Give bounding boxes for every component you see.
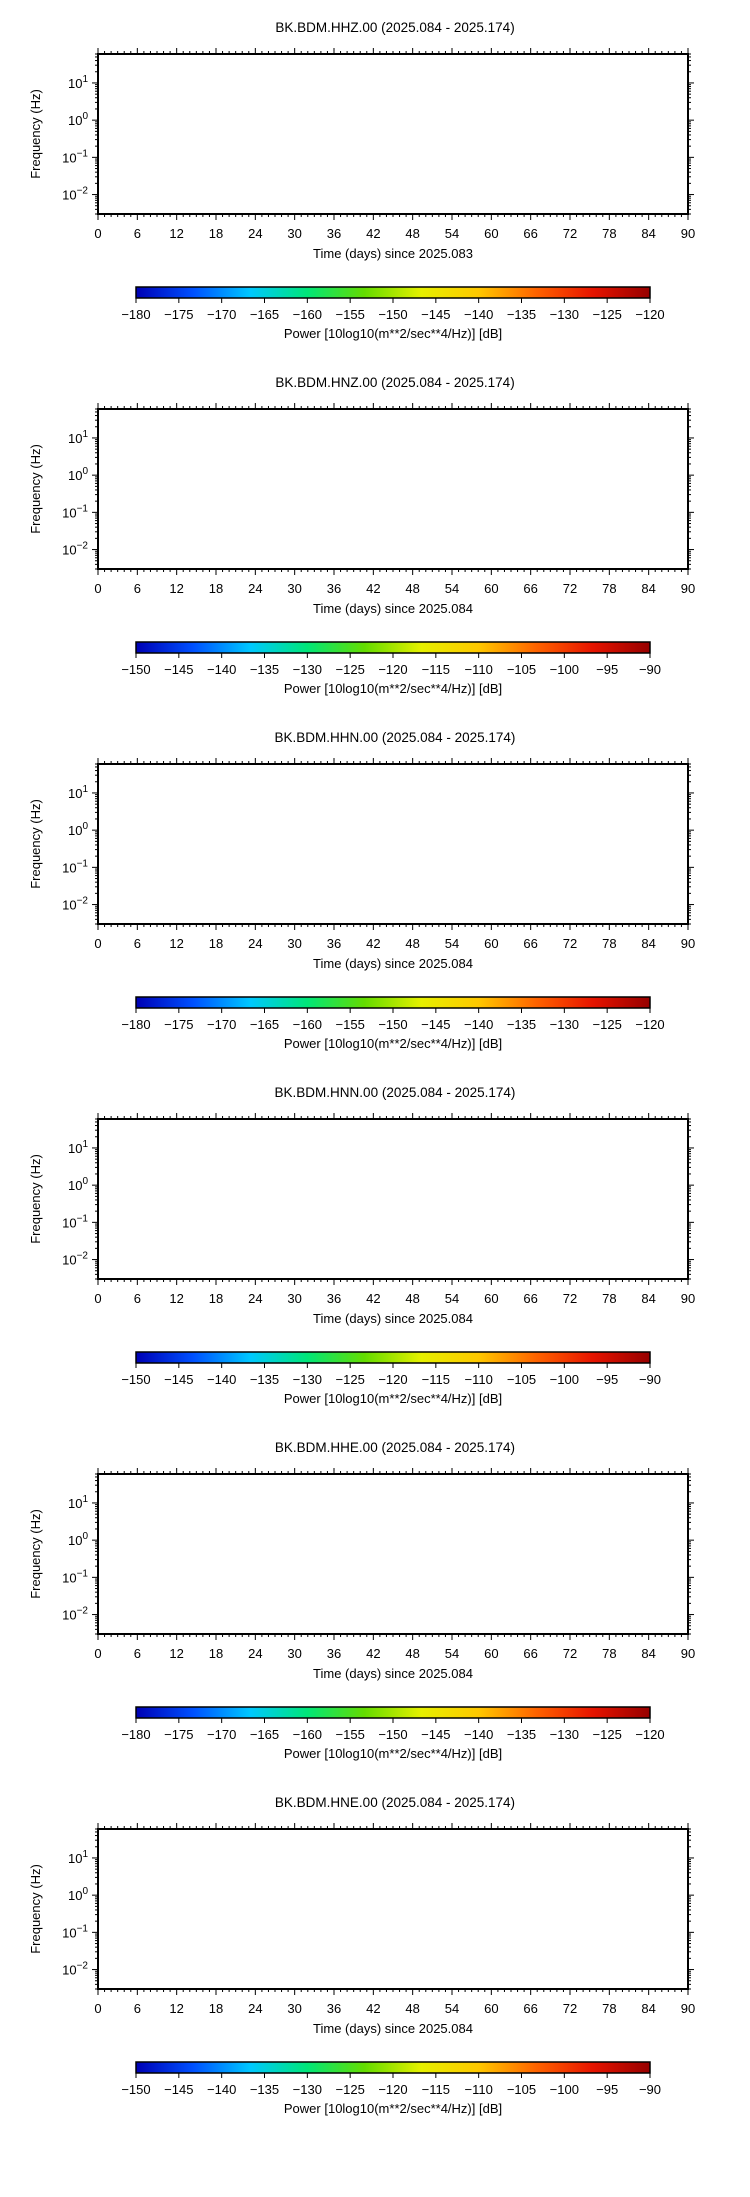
- colorbar-tick-label: −150: [121, 2082, 151, 2097]
- y-tick-base: 10: [62, 505, 77, 521]
- y-tick-base: 10: [67, 1140, 83, 1156]
- y-tick-exponent: −1: [76, 148, 88, 160]
- colorbar: [136, 997, 650, 1008]
- y-tick-base: 10: [62, 150, 77, 166]
- spectrogram-chart: [0, 0, 750, 355]
- x-tick-label: 0: [94, 1291, 102, 1306]
- x-tick-label: 72: [562, 1291, 578, 1306]
- colorbar-tick-label: −130: [292, 1372, 322, 1387]
- x-tick-label: 42: [366, 226, 381, 241]
- x-tick-label: 78: [602, 936, 617, 951]
- y-tick-label: [62, 1606, 88, 1623]
- x-tick-label: 84: [641, 226, 656, 241]
- colorbar-tick-label: −115: [421, 662, 450, 677]
- colorbar-tick-label: −165: [249, 307, 280, 322]
- y-tick-label: [68, 1886, 88, 1903]
- x-tick-label: 36: [326, 226, 342, 241]
- y-tick-exponent: 0: [82, 466, 88, 478]
- colorbar-tick-label: −155: [335, 1017, 365, 1032]
- y-tick-label: [62, 1213, 88, 1230]
- y-tick-base: 10: [62, 1570, 77, 1586]
- x-tick-label: 18: [208, 2001, 224, 2016]
- colorbar-tick-label: −125: [592, 1017, 622, 1032]
- colorbar-tick-label: −160: [292, 1017, 322, 1032]
- colorbar-label: Power [10log10(m**2/sec**4/Hz)] [dB]: [283, 1746, 503, 1761]
- colorbar-tick-label: −130: [549, 307, 579, 322]
- x-axis-label: Time (days) since 2025.084: [313, 2021, 473, 2036]
- colorbar-tick-label: −95: [596, 1372, 619, 1387]
- y-axis-label: Frequency (Hz): [28, 1864, 43, 1954]
- colorbar-tick-label: −130: [292, 2082, 322, 2097]
- x-tick-label: 72: [562, 581, 578, 596]
- x-tick-label: 60: [484, 2001, 499, 2016]
- x-tick-label: 42: [366, 581, 381, 596]
- x-tick-label: 42: [366, 1646, 381, 1661]
- spectrogram-panel: [0, 0, 750, 355]
- spectrogram-chart: [0, 355, 750, 710]
- x-tick-label: 36: [326, 1291, 342, 1306]
- x-tick-label: 18: [208, 1291, 224, 1306]
- x-tick-label: 30: [287, 1646, 302, 1661]
- y-tick-exponent: 1: [82, 73, 88, 85]
- x-tick-label: 42: [366, 936, 381, 951]
- x-tick-label: 66: [523, 1646, 538, 1661]
- y-tick-exponent: 0: [82, 1886, 88, 1898]
- colorbar-tick-label: −145: [164, 2082, 194, 2097]
- x-tick-label: 66: [523, 936, 538, 951]
- y-tick-label: [62, 858, 88, 875]
- colorbar-tick-label: −145: [164, 1372, 194, 1387]
- colorbar-tick-label: −140: [207, 2082, 237, 2097]
- colorbar-tick-label: −90: [638, 662, 662, 677]
- y-tick-label: [62, 148, 88, 165]
- chart-title: BK.BDM.HNN.00 (2025.084 - 2025.174): [274, 1085, 516, 1100]
- y-tick-base: 10: [67, 1888, 83, 1904]
- colorbar-tick-label: −180: [121, 307, 151, 322]
- colorbar-tick-label: −150: [378, 1017, 408, 1032]
- colorbar-tick-label: −165: [249, 1727, 280, 1742]
- x-tick-label: 54: [444, 226, 460, 241]
- x-tick-label: 30: [287, 936, 302, 951]
- plot-area: [98, 764, 688, 924]
- y-tick-label: [68, 784, 88, 801]
- y-tick-exponent: −2: [76, 1250, 88, 1262]
- y-tick-base: 10: [62, 860, 77, 876]
- colorbar-tick-label: −170: [207, 307, 237, 322]
- x-tick-label: 18: [208, 1646, 224, 1661]
- spectrogram-panel: [0, 710, 750, 1065]
- x-axis-label: Time (days) since 2025.084: [313, 956, 473, 971]
- colorbar-tick-label: −160: [292, 307, 322, 322]
- y-axis-label: Frequency (Hz): [28, 1509, 43, 1599]
- y-tick-base: 10: [62, 542, 77, 558]
- chart-title: BK.BDM.HHE.00 (2025.084 - 2025.174): [274, 1440, 516, 1455]
- x-tick-label: 36: [326, 1646, 342, 1661]
- x-tick-label: 90: [680, 1291, 696, 1306]
- colorbar-tick-label: −135: [249, 1372, 280, 1387]
- colorbar-tick-label: −125: [335, 2082, 365, 2097]
- x-tick-label: 72: [562, 2001, 578, 2016]
- colorbar-tick-label: −140: [207, 662, 237, 677]
- colorbar-tick-label: −150: [378, 307, 408, 322]
- colorbar-tick-label: −135: [249, 662, 280, 677]
- x-tick-label: 90: [680, 2001, 696, 2016]
- colorbar: [136, 642, 650, 653]
- y-tick-base: 10: [67, 823, 83, 839]
- colorbar-tick-label: −100: [549, 2082, 579, 2097]
- x-tick-label: 90: [680, 226, 696, 241]
- x-tick-label: 84: [641, 1291, 656, 1306]
- colorbar-tick-label: −130: [549, 1727, 579, 1742]
- colorbar: [136, 2062, 650, 2073]
- x-tick-label: 12: [169, 226, 184, 241]
- y-tick-base: 10: [67, 113, 83, 129]
- y-tick-exponent: −2: [76, 185, 88, 197]
- x-tick-label: 66: [523, 1291, 538, 1306]
- y-axis-label: Frequency (Hz): [28, 89, 43, 179]
- chart-title: BK.BDM.HHZ.00 (2025.084 - 2025.174): [275, 20, 515, 35]
- x-tick-label: 78: [602, 581, 617, 596]
- colorbar-tick-label: −145: [421, 307, 451, 322]
- y-tick-label: [62, 1251, 88, 1268]
- y-tick-label: [68, 429, 88, 446]
- x-tick-label: 24: [248, 226, 263, 241]
- colorbar-tick-label: −170: [207, 1727, 237, 1742]
- y-tick-label: [62, 1568, 88, 1585]
- x-tick-label: 54: [444, 1291, 460, 1306]
- y-tick-exponent: 1: [82, 783, 88, 795]
- x-tick-label: 6: [133, 1291, 141, 1306]
- x-tick-label: 78: [602, 1291, 617, 1306]
- colorbar-tick-label: −140: [464, 1017, 494, 1032]
- y-tick-exponent: 0: [82, 821, 88, 833]
- colorbar-tick-label: −110: [464, 2082, 493, 2097]
- plot-area: [98, 54, 688, 214]
- x-tick-label: 90: [680, 936, 696, 951]
- x-tick-label: 0: [94, 1646, 102, 1661]
- x-tick-label: 48: [405, 1291, 420, 1306]
- colorbar-tick-label: −95: [596, 662, 619, 677]
- colorbar-tick-label: −135: [249, 2082, 280, 2097]
- x-tick-label: 84: [641, 2001, 656, 2016]
- y-tick-label: [62, 896, 88, 913]
- y-tick-base: 10: [62, 1962, 77, 1978]
- y-tick-base: 10: [67, 785, 83, 801]
- x-tick-label: 90: [680, 1646, 696, 1661]
- x-tick-label: 18: [208, 936, 224, 951]
- colorbar-tick-label: −135: [506, 307, 537, 322]
- y-tick-base: 10: [62, 1925, 77, 1941]
- spectrogram-panel: [0, 1065, 750, 1420]
- x-tick-label: 30: [287, 226, 302, 241]
- x-tick-label: 24: [248, 2001, 263, 2016]
- colorbar-tick-label: −130: [549, 1017, 579, 1032]
- colorbar-tick-label: −90: [638, 2082, 662, 2097]
- x-tick-label: 30: [287, 2001, 302, 2016]
- x-tick-label: 30: [287, 1291, 302, 1306]
- plot-area: [98, 1119, 688, 1279]
- colorbar-label: Power [10log10(m**2/sec**4/Hz)] [dB]: [283, 681, 503, 696]
- x-tick-label: 48: [405, 936, 420, 951]
- plot-area: [98, 1829, 688, 1989]
- y-tick-exponent: 0: [82, 111, 88, 123]
- y-tick-base: 10: [67, 75, 83, 91]
- x-tick-label: 54: [444, 1646, 460, 1661]
- x-axis-label: Time (days) since 2025.083: [313, 246, 473, 261]
- colorbar-tick-label: −90: [638, 1372, 662, 1387]
- x-tick-label: 0: [94, 936, 102, 951]
- x-axis-label: Time (days) since 2025.084: [313, 1311, 473, 1326]
- y-tick-label: [68, 1531, 88, 1548]
- x-tick-label: 78: [602, 1646, 617, 1661]
- spectrogram-chart: [0, 710, 750, 1065]
- y-tick-base: 10: [67, 1178, 83, 1194]
- colorbar-tick-label: −150: [378, 1727, 408, 1742]
- x-tick-label: 0: [94, 2001, 102, 2016]
- x-tick-label: 60: [484, 226, 499, 241]
- x-tick-label: 0: [94, 226, 102, 241]
- x-tick-label: 30: [287, 581, 302, 596]
- y-tick-exponent: −1: [76, 858, 88, 870]
- y-tick-base: 10: [67, 1495, 83, 1511]
- x-tick-label: 12: [169, 936, 184, 951]
- x-tick-label: 18: [208, 226, 224, 241]
- colorbar-tick-label: −120: [635, 307, 665, 322]
- x-tick-label: 84: [641, 1646, 656, 1661]
- plot-area: [98, 409, 688, 569]
- x-tick-label: 48: [405, 226, 420, 241]
- colorbar-tick-label: −105: [506, 1372, 537, 1387]
- x-tick-label: 54: [444, 936, 460, 951]
- colorbar-tick-label: −135: [506, 1017, 537, 1032]
- colorbar-tick-label: −180: [121, 1017, 151, 1032]
- colorbar-tick-label: −155: [335, 1727, 365, 1742]
- colorbar-tick-label: −105: [506, 2082, 537, 2097]
- y-tick-label: [68, 1176, 88, 1193]
- x-tick-label: 54: [444, 2001, 460, 2016]
- y-tick-exponent: −2: [76, 1605, 88, 1617]
- y-tick-label: [68, 466, 88, 483]
- x-tick-label: 6: [133, 1646, 141, 1661]
- x-tick-label: 72: [562, 226, 578, 241]
- x-tick-label: 78: [602, 2001, 617, 2016]
- y-tick-label: [62, 186, 88, 203]
- x-tick-label: 12: [169, 2001, 184, 2016]
- colorbar: [136, 1352, 650, 1363]
- y-tick-label: [62, 503, 88, 520]
- spectrogram-chart: [0, 1065, 750, 1420]
- colorbar-tick-label: −110: [464, 1372, 493, 1387]
- y-tick-label: [62, 1961, 88, 1978]
- y-axis-label: Frequency (Hz): [28, 1154, 43, 1244]
- colorbar-tick-label: −160: [292, 1727, 322, 1742]
- y-tick-exponent: 0: [82, 1176, 88, 1188]
- y-tick-base: 10: [67, 1850, 83, 1866]
- x-tick-label: 12: [169, 581, 184, 596]
- y-tick-label: [62, 1923, 88, 1940]
- colorbar-tick-label: −125: [335, 662, 365, 677]
- x-tick-label: 36: [326, 936, 342, 951]
- x-tick-label: 48: [405, 1646, 420, 1661]
- colorbar-tick-label: −175: [164, 1017, 194, 1032]
- x-tick-label: 66: [523, 226, 538, 241]
- colorbar-tick-label: −140: [207, 1372, 237, 1387]
- colorbar-tick-label: −100: [549, 662, 579, 677]
- colorbar-tick-label: −135: [506, 1727, 537, 1742]
- y-tick-exponent: −1: [76, 1923, 88, 1935]
- colorbar-tick-label: −130: [292, 662, 322, 677]
- x-tick-label: 0: [94, 581, 102, 596]
- y-axis-label: Frequency (Hz): [28, 799, 43, 889]
- colorbar-label: Power [10log10(m**2/sec**4/Hz)] [dB]: [283, 1391, 503, 1406]
- x-tick-label: 42: [366, 1291, 381, 1306]
- x-axis-label: Time (days) since 2025.084: [313, 1666, 473, 1681]
- colorbar-tick-label: −120: [378, 662, 408, 677]
- colorbar-tick-label: −115: [421, 1372, 450, 1387]
- x-tick-label: 36: [326, 2001, 342, 2016]
- x-tick-label: 6: [133, 226, 141, 241]
- x-tick-label: 48: [405, 581, 420, 596]
- x-tick-label: 12: [169, 1291, 184, 1306]
- chart-title: BK.BDM.HNZ.00 (2025.084 - 2025.174): [275, 375, 515, 390]
- x-tick-label: 24: [248, 1646, 263, 1661]
- colorbar-tick-label: −100: [549, 1372, 579, 1387]
- x-tick-label: 72: [562, 936, 578, 951]
- colorbar-tick-label: −175: [164, 307, 194, 322]
- y-tick-label: [62, 541, 88, 558]
- colorbar-label: Power [10log10(m**2/sec**4/Hz)] [dB]: [283, 2101, 503, 2116]
- colorbar-tick-label: −140: [464, 307, 494, 322]
- colorbar-tick-label: −105: [506, 662, 537, 677]
- colorbar: [136, 287, 650, 298]
- x-tick-label: 60: [484, 1291, 499, 1306]
- colorbar-tick-label: −145: [164, 662, 194, 677]
- y-tick-base: 10: [62, 1607, 77, 1623]
- colorbar-tick-label: −155: [335, 307, 365, 322]
- x-tick-label: 84: [641, 581, 656, 596]
- y-tick-exponent: −1: [76, 1213, 88, 1225]
- y-axis-label: Frequency (Hz): [28, 444, 43, 534]
- colorbar-tick-label: −175: [164, 1727, 194, 1742]
- y-tick-label: [68, 111, 88, 128]
- y-tick-label: [68, 1849, 88, 1866]
- colorbar-tick-label: −120: [378, 2082, 408, 2097]
- y-tick-base: 10: [62, 897, 77, 913]
- chart-title: BK.BDM.HHN.00 (2025.084 - 2025.174): [274, 730, 516, 745]
- x-tick-label: 18: [208, 581, 224, 596]
- colorbar-tick-label: −115: [421, 2082, 450, 2097]
- x-tick-label: 6: [133, 581, 141, 596]
- chart-title: BK.BDM.HNE.00 (2025.084 - 2025.174): [274, 1795, 516, 1810]
- colorbar-label: Power [10log10(m**2/sec**4/Hz)] [dB]: [283, 1036, 503, 1051]
- y-tick-base: 10: [62, 1215, 77, 1231]
- x-tick-label: 48: [405, 2001, 420, 2016]
- x-tick-label: 78: [602, 226, 617, 241]
- y-tick-exponent: 1: [82, 428, 88, 440]
- x-axis-label: Time (days) since 2025.084: [313, 601, 473, 616]
- spectrogram-chart: [0, 1775, 750, 2130]
- spectrogram-panel: [0, 355, 750, 710]
- y-tick-base: 10: [62, 1252, 77, 1268]
- plot-area: [98, 1474, 688, 1634]
- y-tick-exponent: 1: [82, 1848, 88, 1860]
- colorbar-tick-label: −125: [335, 1372, 365, 1387]
- x-tick-label: 72: [562, 1646, 578, 1661]
- y-tick-exponent: −1: [76, 503, 88, 515]
- y-tick-label: [68, 1139, 88, 1156]
- colorbar-tick-label: −170: [207, 1017, 237, 1032]
- colorbar-tick-label: −145: [421, 1727, 451, 1742]
- x-tick-label: 84: [641, 936, 656, 951]
- spectrogram-panel: [0, 1420, 750, 1775]
- y-tick-base: 10: [62, 187, 77, 203]
- x-tick-label: 12: [169, 1646, 184, 1661]
- y-tick-exponent: −2: [76, 895, 88, 907]
- colorbar-tick-label: −120: [635, 1727, 665, 1742]
- y-tick-base: 10: [67, 1533, 83, 1549]
- x-tick-label: 60: [484, 936, 499, 951]
- colorbar-tick-label: −125: [592, 307, 622, 322]
- colorbar-tick-label: −165: [249, 1017, 280, 1032]
- colorbar-tick-label: −95: [596, 2082, 619, 2097]
- y-tick-label: [68, 1494, 88, 1511]
- y-tick-exponent: −2: [76, 540, 88, 552]
- colorbar-label: Power [10log10(m**2/sec**4/Hz)] [dB]: [283, 326, 503, 341]
- y-tick-exponent: 1: [82, 1493, 88, 1505]
- y-tick-label: [68, 821, 88, 838]
- x-tick-label: 24: [248, 936, 263, 951]
- colorbar-tick-label: −120: [378, 1372, 408, 1387]
- spectrogram-panel: [0, 1775, 750, 2130]
- x-tick-label: 90: [680, 581, 696, 596]
- y-tick-base: 10: [67, 468, 83, 484]
- colorbar-tick-label: −110: [464, 662, 493, 677]
- colorbar-tick-label: −150: [121, 662, 151, 677]
- colorbar-tick-label: −140: [464, 1727, 494, 1742]
- x-tick-label: 24: [248, 1291, 263, 1306]
- y-tick-exponent: 1: [82, 1138, 88, 1150]
- x-tick-label: 66: [523, 2001, 538, 2016]
- y-tick-exponent: −1: [76, 1568, 88, 1580]
- colorbar-tick-label: −180: [121, 1727, 151, 1742]
- x-tick-label: 6: [133, 936, 141, 951]
- x-tick-label: 42: [366, 2001, 381, 2016]
- colorbar-tick-label: −145: [421, 1017, 451, 1032]
- x-tick-label: 36: [326, 581, 342, 596]
- y-tick-label: [68, 74, 88, 91]
- x-tick-label: 6: [133, 2001, 141, 2016]
- colorbar: [136, 1707, 650, 1718]
- y-tick-exponent: 0: [82, 1531, 88, 1543]
- colorbar-tick-label: −125: [592, 1727, 622, 1742]
- y-tick-exponent: −2: [76, 1960, 88, 1972]
- y-tick-base: 10: [67, 430, 83, 446]
- x-tick-label: 60: [484, 581, 499, 596]
- x-tick-label: 54: [444, 581, 460, 596]
- spectrogram-chart: [0, 1420, 750, 1775]
- x-tick-label: 66: [523, 581, 538, 596]
- x-tick-label: 24: [248, 581, 263, 596]
- colorbar-tick-label: −150: [121, 1372, 151, 1387]
- x-tick-label: 60: [484, 1646, 499, 1661]
- colorbar-tick-label: −120: [635, 1017, 665, 1032]
